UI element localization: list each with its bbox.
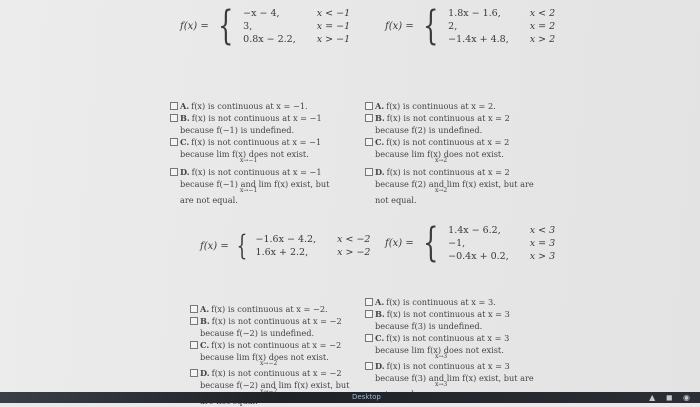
choice-a[interactable]: A. f(x) is continuous at x = 3.: [365, 296, 534, 308]
checkbox[interactable]: [365, 102, 373, 110]
piecewise-brace: {: [422, 220, 439, 266]
choice-a[interactable]: A. f(x) is continuous at x = 2.: [365, 100, 534, 112]
checkbox[interactable]: [365, 138, 373, 146]
piecewise-table: [445, 7, 558, 46]
checkbox[interactable]: [365, 362, 373, 370]
system-tray-icon[interactable]: ▲ ◼ ◉: [649, 393, 694, 402]
limit-subscript: x→2: [435, 187, 448, 194]
checkbox[interactable]: [365, 334, 373, 342]
checkbox[interactable]: [170, 138, 178, 146]
choice-d[interactable]: D. f(x) is not continuous at x = 2 because f(2) and lim f(x) exist, but are x→2 not equal.: [365, 166, 534, 206]
problem-3-function: [200, 229, 373, 262]
monitor-bezel-taskbar: [0, 392, 700, 403]
taskbar-label[interactable]: Desktop: [352, 393, 381, 401]
limit-subscript: x→3: [435, 353, 448, 360]
choice-a[interactable]: A. f(x) is continuous at x = −1.: [170, 100, 329, 112]
choice-b[interactable]: B. f(x) is not continuous at x = −2 because f(−2) is undefined.: [190, 315, 349, 339]
function-lhs: f(x) =: [385, 20, 414, 32]
function-lhs: f(x) =: [200, 240, 229, 252]
problem-1-choices: [170, 100, 329, 206]
piecewise-brace: {: [236, 229, 247, 262]
piece-expr: 3,: [243, 20, 253, 32]
piece-cond: x < 2: [529, 7, 556, 19]
piece-expr: 1.4x − 6.2,: [448, 224, 501, 236]
piece-expr: −1,: [448, 237, 466, 249]
piece-expr: 1.6x + 2.2,: [255, 247, 309, 258]
choice-d[interactable]: D. f(x) is not continuous at x = −1 because f(−1) and lim f(x) exist, but x→−1 are not equal.: [170, 166, 329, 206]
choice-b[interactable]: B. f(x) is not continuous at x = −1 because f(−1) is undefined.: [170, 112, 329, 136]
choice-c[interactable]: C. f(x) is not continuous at x = −2 because lim f(x) does not exist. x→−2: [190, 339, 349, 367]
piece-cond: x > −1: [316, 33, 351, 45]
checkbox[interactable]: [190, 341, 198, 349]
choice-a[interactable]: A. f(x) is continuous at x = −2.: [190, 303, 349, 315]
piece-expr: 2,: [448, 20, 458, 32]
piece-cond: x < −2: [337, 234, 371, 245]
choice-b[interactable]: B. f(x) is not continuous at x = 2 because f(2) is undefined.: [365, 112, 534, 136]
piecewise-table: [240, 7, 353, 46]
checkbox[interactable]: [190, 369, 198, 377]
piecewise-brace: {: [422, 3, 439, 49]
choice-c[interactable]: C. f(x) is not continuous at x = −1 because lim f(x) does not exist. x→−1: [170, 136, 329, 164]
choice-b[interactable]: B. f(x) is not continuous at x = 3 because f(3) is undefined.: [365, 308, 534, 332]
problem-2-function: [385, 3, 558, 49]
checkbox[interactable]: [170, 102, 178, 110]
limit-subscript: x→2: [435, 157, 448, 164]
piece-expr: −1.4x + 4.8,: [448, 33, 509, 45]
piece-cond: x > 2: [529, 33, 556, 45]
problem-1-function: [180, 3, 353, 49]
function-lhs: f(x) =: [180, 20, 209, 32]
piece-cond: x = 2: [529, 20, 556, 32]
piecewise-table: [253, 233, 374, 259]
checkbox[interactable]: [190, 305, 198, 313]
piece-expr: −1.6x − 4.2,: [255, 234, 317, 245]
piece-expr: −x − 4,: [243, 7, 280, 19]
choice-d[interactable]: D. f(x) is not continuous at x = −2 because f(−2) and lim f(x) exist, but: [190, 367, 349, 407]
piece-cond: x = 3: [529, 237, 556, 249]
choice-d[interactable]: D. f(x) is not continuous at x = 3 because f(3) and lim f(x) exist, but are x→3: [365, 360, 534, 400]
piece-cond: x = −1: [316, 20, 351, 32]
piecewise-brace: {: [217, 3, 234, 49]
function-lhs: f(x) =: [385, 237, 414, 249]
choice-c[interactable]: C. f(x) is not continuous at x = 2 because lim f(x) does not exist. x→2: [365, 136, 534, 164]
checkbox[interactable]: [190, 317, 198, 325]
limit-subscript: x→−1: [240, 157, 258, 164]
checkbox[interactable]: [365, 114, 373, 122]
limit-subscript: x→3: [435, 381, 448, 388]
checkbox[interactable]: [365, 168, 373, 176]
problem-4-function: [385, 220, 558, 266]
piece-cond: x > 3: [529, 250, 556, 262]
piecewise-table: [445, 224, 558, 263]
piece-expr: −0.4x + 0.2,: [448, 250, 509, 262]
piece-expr: 1.8x − 1.6,: [448, 7, 501, 19]
problem-2-choices: [365, 100, 534, 206]
piece-cond: x < −1: [316, 7, 351, 19]
checkbox[interactable]: [170, 168, 178, 176]
checkbox[interactable]: [365, 310, 373, 318]
checkbox[interactable]: [365, 298, 373, 306]
problem-4-choices: [365, 296, 534, 400]
limit-subscript: x→−2: [260, 360, 278, 367]
checkbox[interactable]: [170, 114, 178, 122]
piece-expr: 0.8x − 2.2,: [243, 33, 296, 45]
choice-c[interactable]: C. f(x) is not continuous at x = 3 because lim f(x) does not exist. x→3: [365, 332, 534, 360]
limit-subscript: x→−1: [240, 187, 258, 194]
piece-cond: x > −2: [337, 247, 371, 258]
piece-cond: x < 3: [529, 224, 556, 236]
